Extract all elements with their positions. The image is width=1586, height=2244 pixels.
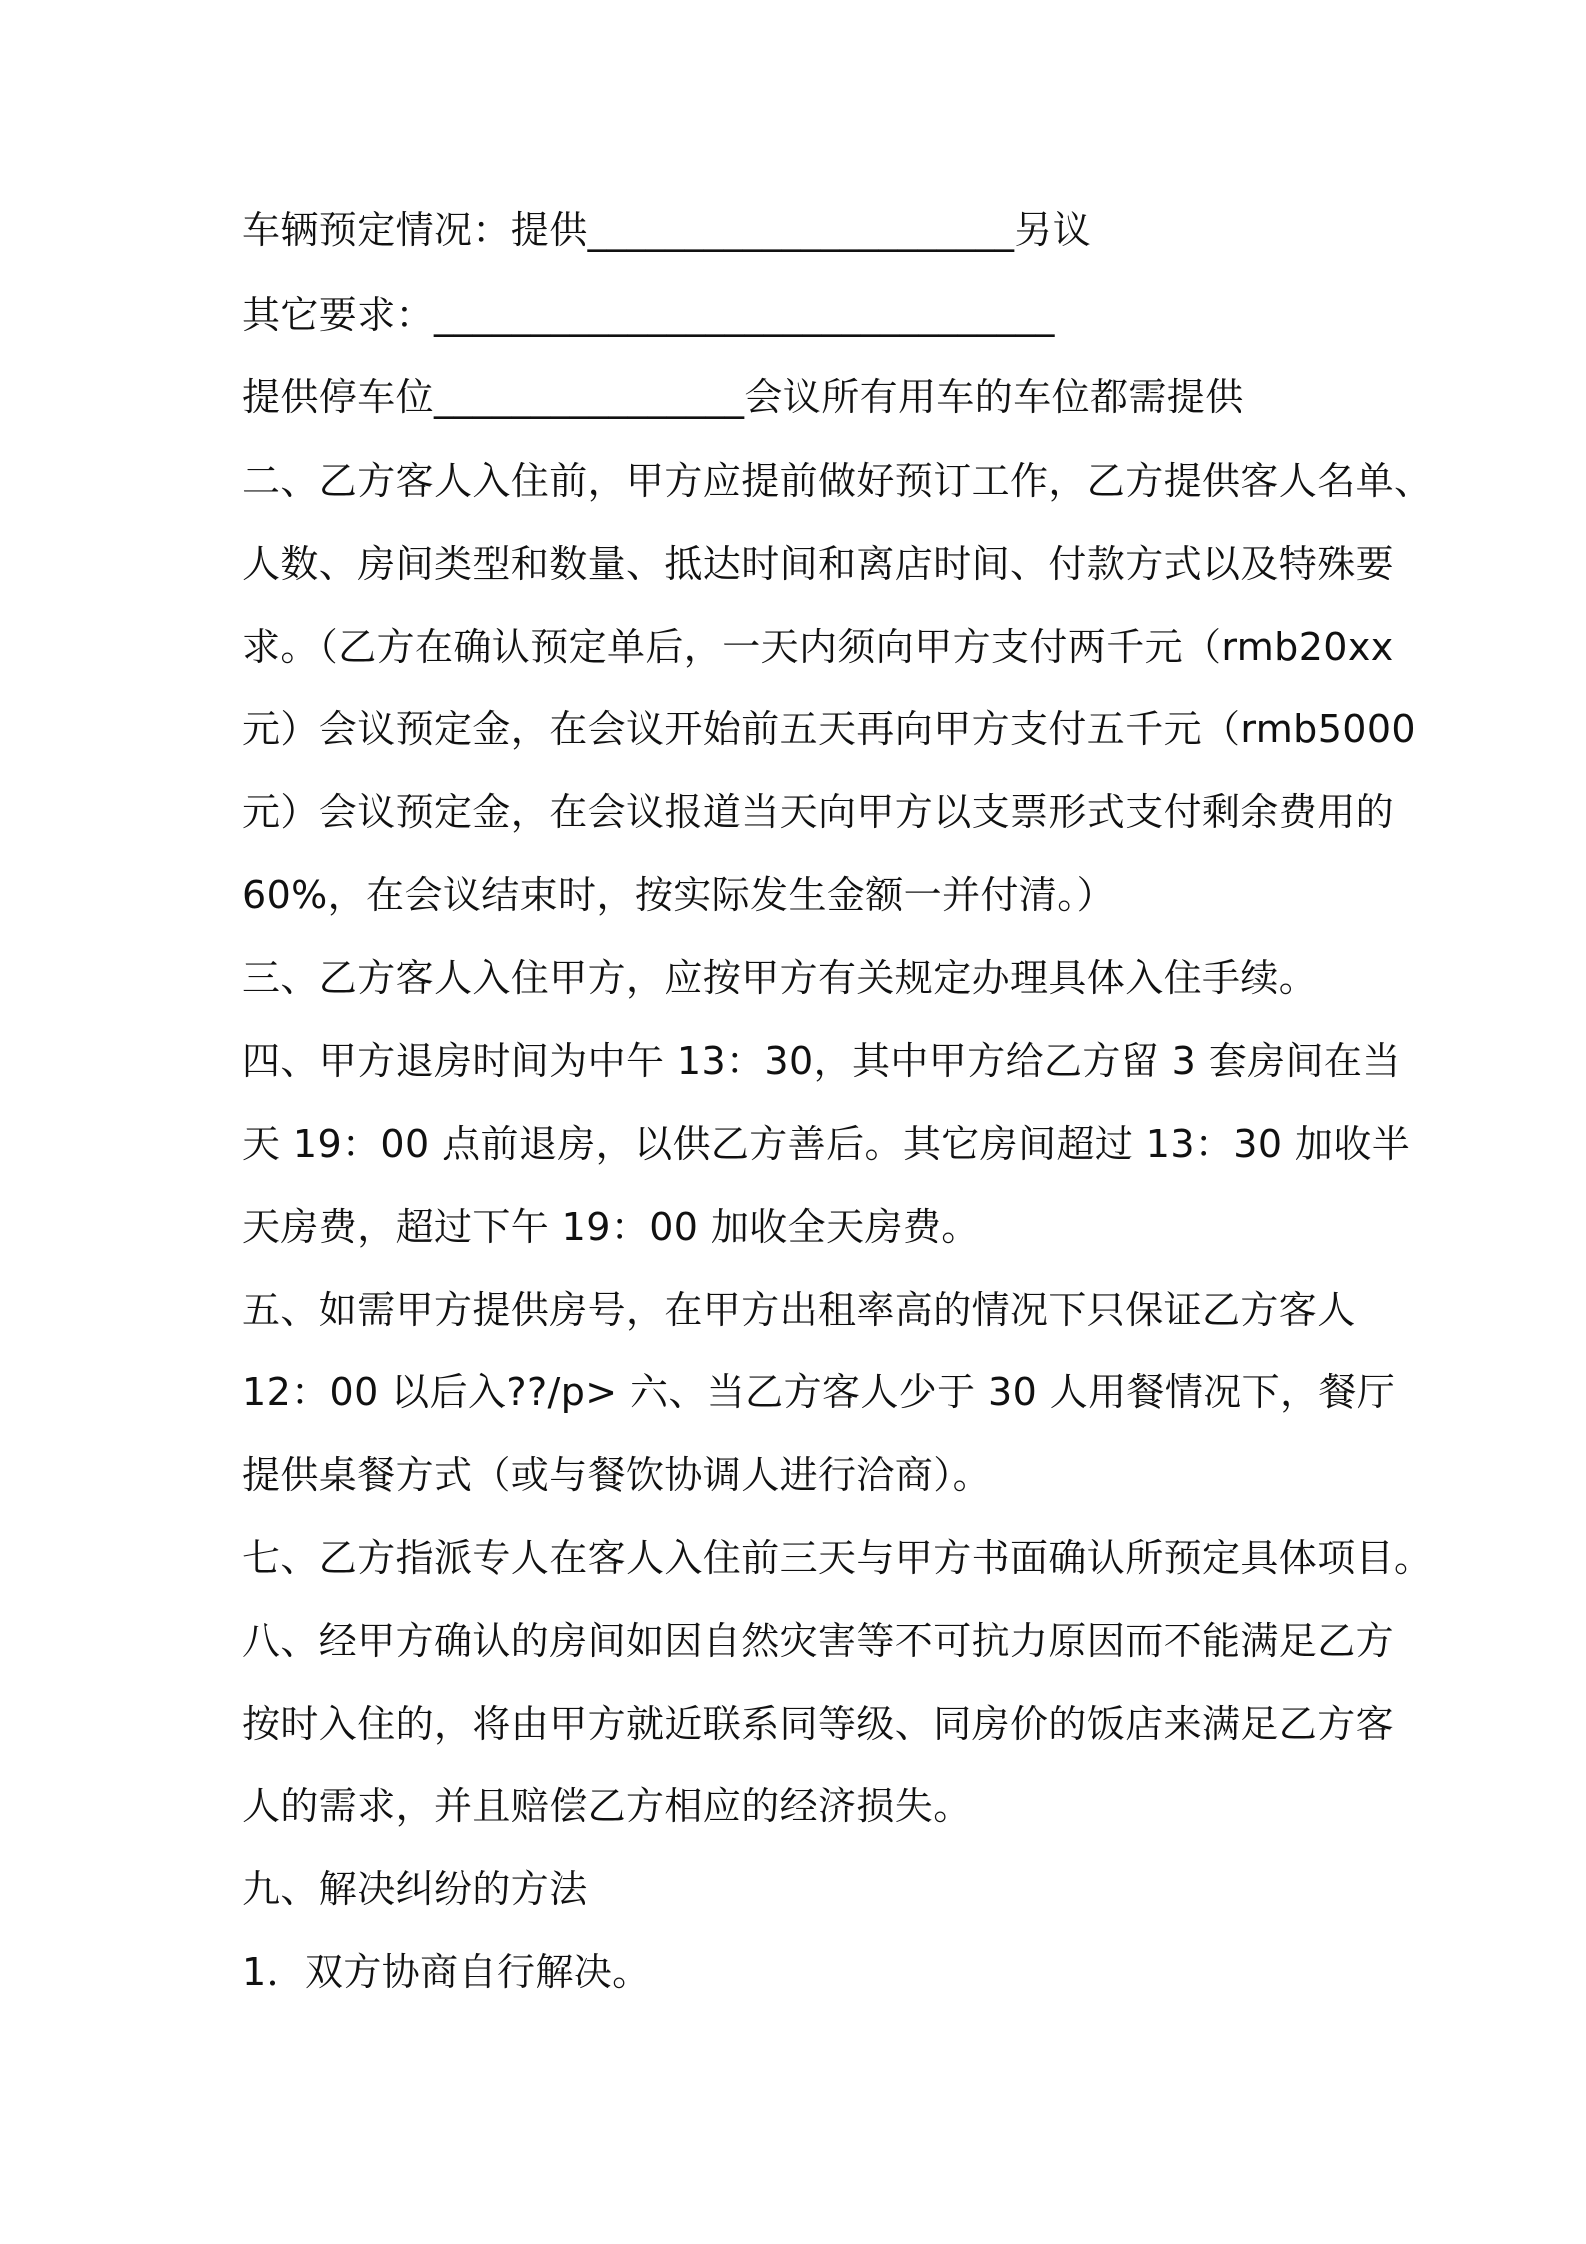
text-line-clause-8-b: 按时入住的，将由甲方就近联系同等级、同房价的饭店来满足乙方客	[242, 1702, 1395, 1746]
text-line-clause-9: 九、解决纠纷的方法	[242, 1867, 588, 1911]
text-line-clause-8-c: 人的需求，并且赔偿乙方相应的经济损失。	[242, 1784, 972, 1828]
text-line-other-requirements: 其它要求：________________________________	[242, 293, 1055, 337]
text-line-clause-7: 七、乙方指派专人在客人入住前三天与甲方书面确认所预定具体项目。	[242, 1536, 1433, 1580]
text-line-vehicle-booking: 车辆预定情况：提供______________________另议	[242, 208, 1092, 252]
text-line-clause-4-c: 天房费，超过下午 19：00 加收全天房费。	[242, 1205, 980, 1249]
text-line-clause-3: 三、乙方客人入住甲方，应按甲方有关规定办理具体入住手续。	[242, 956, 1318, 1000]
text-line-clause-2-c: 求。（乙方在确认预定单后，一天内须向甲方支付两千元（rmb20xx	[242, 625, 1394, 669]
text-line-clause-6: 提供桌餐方式（或与餐饮协调人进行洽商）。	[242, 1453, 992, 1497]
text-line-clause-4-b: 天 19：00 点前退房，以供乙方善后。其它房间超过 13：30 加收半	[242, 1122, 1411, 1166]
text-line-clause-2-d: 元）会议预定金，在会议开始前五天再向甲方支付五千元（rmb5000	[242, 707, 1417, 751]
text-line-clause-2-a: 二、乙方客人入住前，甲方应提前做好预订工作，乙方提供客人名单、	[242, 459, 1433, 503]
text-line-clause-5-b: 12：00 以后入??/p> 六、当乙方客人少于 30 人用餐情况下，餐厅	[242, 1370, 1396, 1414]
text-line-clause-4-a: 四、甲方退房时间为中午 13：30，其中甲方给乙方留 3 套房间在当	[242, 1039, 1401, 1083]
text-line-clause-2-f: 60%，在会议结束时，按实际发生金额一并付清。）	[242, 873, 1116, 917]
text-line-clause-5-a: 五、如需甲方提供房号，在甲方出租率高的情况下只保证乙方客人	[242, 1288, 1356, 1332]
text-line-clause-8-a: 八、经甲方确认的房间如因自然灾害等不可抗力原因而不能满足乙方	[242, 1619, 1395, 1663]
text-line-clause-9-item-1: 1．双方协商自行解决。	[242, 1950, 651, 1994]
text-line-clause-2-b: 人数、房间类型和数量、抵达时间和离店时间、付款方式以及特殊要	[242, 542, 1395, 586]
text-line-parking: 提供停车位________________会议所有用车的车位都需提供	[242, 375, 1244, 419]
text-line-clause-2-e: 元）会议预定金，在会议报道当天向甲方以支票形式支付剩余费用的	[242, 790, 1395, 834]
